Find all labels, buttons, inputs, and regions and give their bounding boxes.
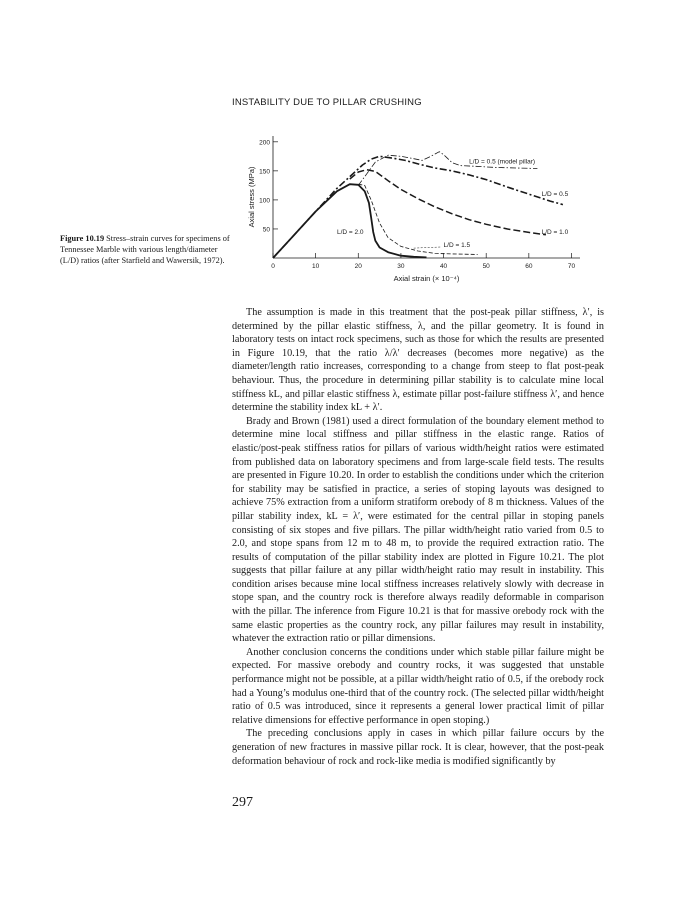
x-tick-label: 50	[482, 263, 490, 270]
label-ld-2-0: L/D = 2.0	[336, 229, 364, 237]
paragraph-1: The assumption is made in this treatment that the post-peak pillar stiffness, λ′, is determined by the pillar elastic stiffness, λ, and the pillar geometry. It is found in laboratory tests on intact rock specimens, such as those for which the results are presented in Figure 10.19, that the ratio λ/λ′ decreases (becomes more negative) as the diameter/length ratio increases, corresponding to a change from steep to flat post-peak behaviour. Thus, the procedure in determining pillar stability is to calculate mine local stiffness kL, and pillar elastic stiffness λ, estimate pillar post-failure stiffness λ′, and hence determine the stability index kL + λ′.	[232, 307, 604, 414]
x-tick-label: 0	[271, 263, 275, 270]
label-ld-0-5: L/D = 0.5	[541, 190, 569, 198]
label-ld-1-5-leader	[414, 247, 442, 248]
x-tick-label: 70	[567, 263, 576, 270]
paragraph-4: The preceding conclusions apply in cases in which pillar failure occurs by the generation of new fractures in massive pillar rock. It is clear, however, that the post-peak deformation behaviour of rock and rock-like media is modified significantly by	[232, 728, 604, 767]
stress-strain-chart	[245, 128, 585, 288]
series-line	[273, 184, 427, 258]
page-number: 297	[232, 795, 253, 810]
body-text	[232, 306, 604, 768]
y-tick-label: 100	[259, 197, 270, 205]
x-tick-label: 60	[525, 263, 533, 270]
y-tick-label: 50	[262, 226, 270, 234]
y-axis-title: Axial stress (MPa)	[247, 166, 256, 228]
running-head: INSTABILITY DUE TO PILLAR CRUSHING	[232, 97, 422, 108]
series-line	[273, 156, 563, 258]
series-line	[350, 170, 546, 235]
label-ld-1-5: L/D = 1.5	[443, 241, 471, 249]
x-axis-title: Axial strain (× 10⁻⁴)	[393, 274, 460, 283]
x-tick-label: 30	[397, 263, 405, 270]
x-tick-label: 40	[439, 263, 448, 270]
figure-label: Figure 10.19	[60, 234, 105, 243]
label-model-pillar: L/D = 0.5 (model pillar)	[469, 158, 536, 166]
figure-caption	[60, 233, 230, 266]
label-ld-1-0: L/D = 1.0	[541, 229, 569, 237]
x-tick-label: 10	[312, 263, 320, 270]
chart-svg	[245, 128, 585, 288]
figure-caption-text: Stress–strain curves for specimens of Tennessee Marble with various length/diameter (L/D) ratios (after Starfield and Wawersik, 1972).	[60, 234, 230, 265]
paragraph-3: Another conclusion concerns the conditions under which stable pillar failure might be expected. For massive orebody and country rocks, it was suggested that unstable performance might not be possible, at a pillar width/height ratio of 0.5, if the orebody rock had a Young’s modulus one-third that of the country rock. (The selected pillar width/height ratio of 0.5 was introduced, since it represents a general lower practical limit of pillar relative dimensions for effective performance in open stoping.)	[232, 646, 604, 726]
y-tick-label: 200	[259, 139, 270, 147]
x-tick-label: 20	[354, 263, 362, 270]
y-tick-label: 150	[259, 168, 270, 176]
paragraph-2: Brady and Brown (1981) used a direct formulation of the boundary element method to determine mine local stiffness and pillar stiffness in the elastic range. Ratios of elastic/post-peak stiffness ratios for pillars of various width/height ratios were estimated from published data on laboratory specimens and from large-scale field tests. The results are presented in Figure 10.20. In order to establish the conditions under which the criterion for stability may be satisfied in practice, a series of stoping layouts was designed to achieve 75% extraction from a uniform stratiform orebody of 8 m thickness. Values of the pillar stability index, kL = λ′, were estimated for the central pillar in stoping panels consisting of six stopes and five pillars. The pillar width/height ratio varied from 0.5 to 2.0, and stope spans from 12 m to 48 m, to provide the required extraction ratio. The results of computation of the pillar stability index are plotted in Figure 10.21. The plot suggests that pillar failure at any pillar width/height ratio may result in instability. This condition arises because mine local stiffness increases relatively slowly with decrease in stope span, and the country rock is therefore always readily deformable in comparison with the pillar. The inference from Figure 10.21 is that for massive orebody rock with the same elastic properties as the country rock, any pillar failures may result in instability, whatever the extraction ratio or pillar dimensions.	[232, 415, 604, 645]
